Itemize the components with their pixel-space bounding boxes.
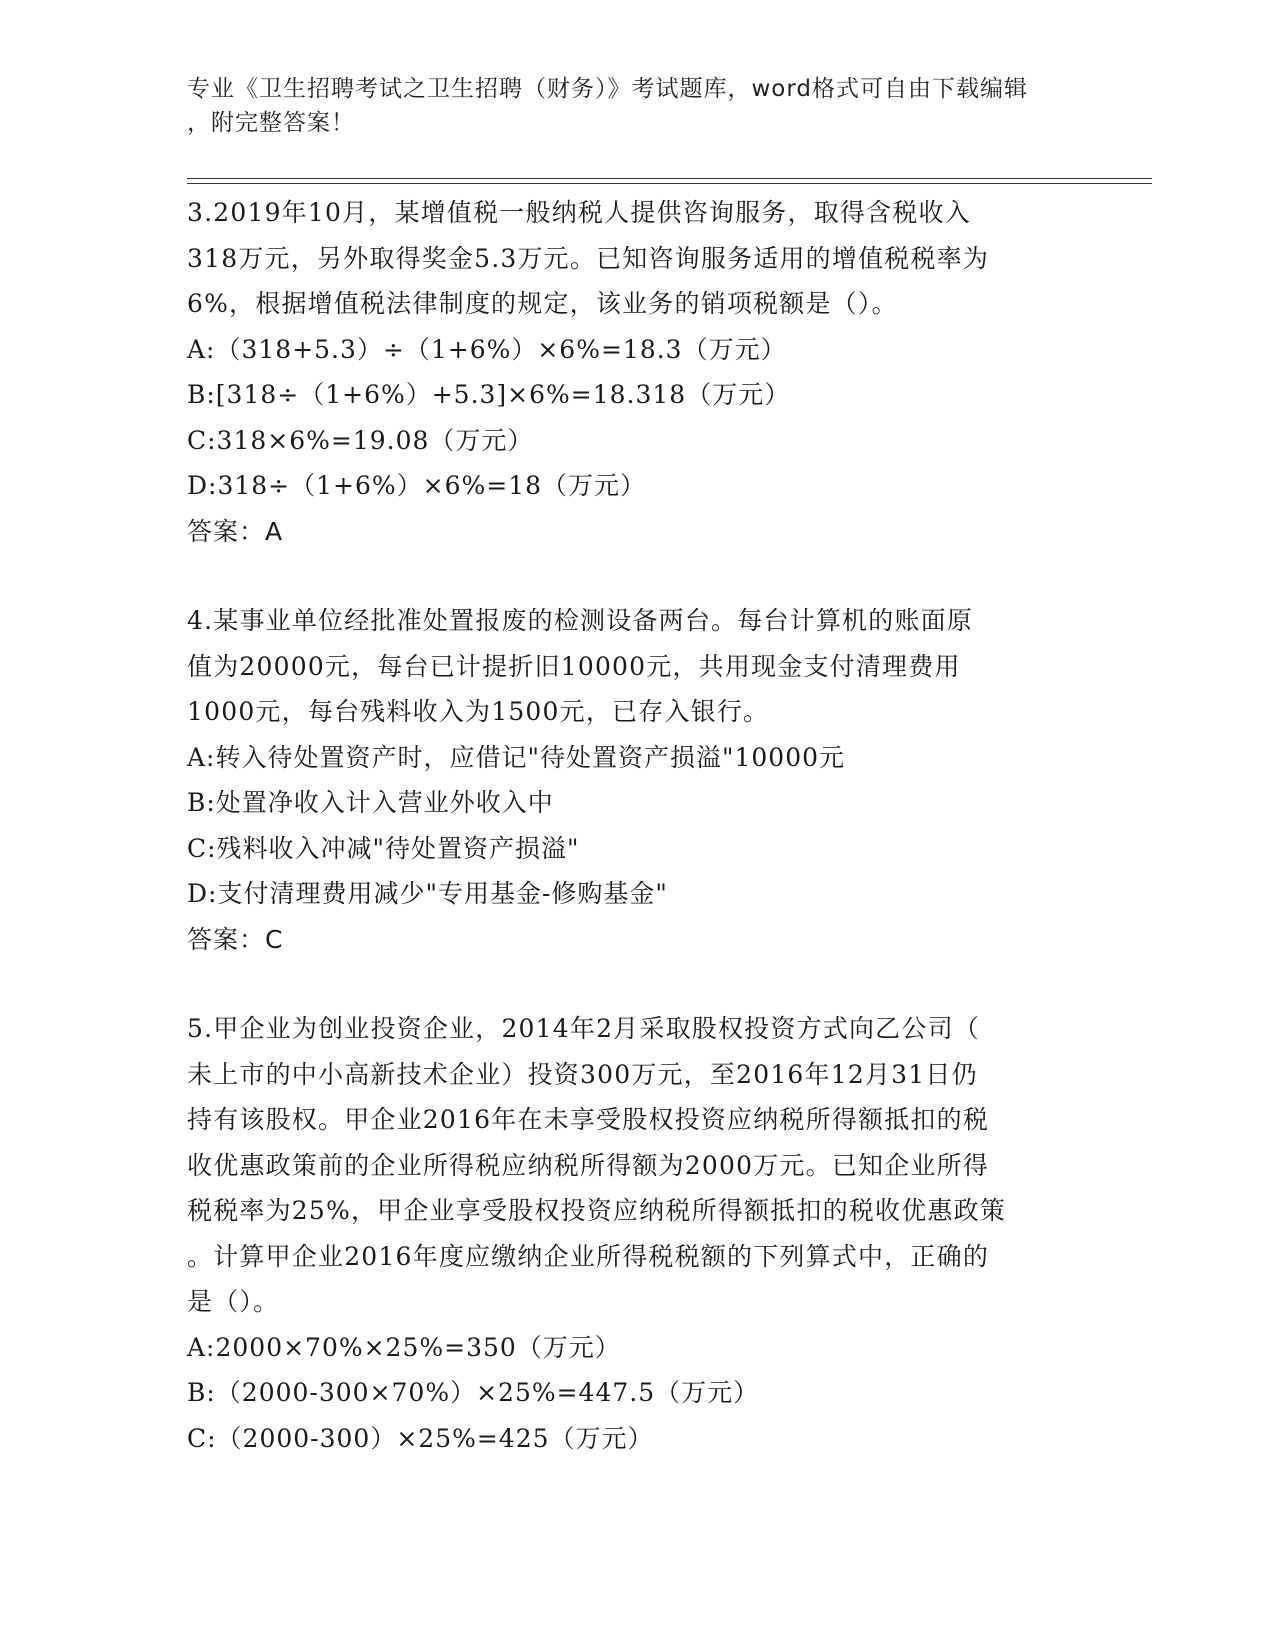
question-text-line: 持有该股权。甲企业2016年在未享受股权投资应纳税所得额抵扣的税 <box>187 1105 990 1134</box>
question-text-line: 318万元，另外取得奖金5.3万元。已知咨询服务适用的增值税税率为 <box>187 243 990 273</box>
question-text-line: 值为20000元，每台已计提折旧10000元，共用现金支付清理费用 <box>187 651 961 681</box>
option-c: C:（2000-300）×25%=425（万元） <box>187 1423 654 1453</box>
question-list <box>187 190 1087 1461</box>
question-text-line: 1000元，每台残料收入为1500元，已存入银行。 <box>187 697 770 726</box>
option-d: D:318÷（1+6%）×6%=18（万元） <box>187 471 647 500</box>
header-line-1: 专业《卫生招聘考试之卫生招聘（财务）》考试题库，word格式可自由下载编辑 <box>187 76 1029 102</box>
question-3 <box>187 190 1087 554</box>
option-a: A:（318+5.3）÷（1+6%）×6%=18.3（万元） <box>187 334 787 364</box>
question-text-line: 税税率为25%，甲企业享受股权投资应纳税所得额抵扣的税收优惠政策 <box>187 1196 1006 1225</box>
page-header <box>187 72 1067 140</box>
question-4 <box>187 598 1087 962</box>
answer-label: 答案：C <box>187 924 284 954</box>
spacer <box>187 962 1087 1006</box>
option-b: B:处置净收入计入营业外收入中 <box>187 788 554 817</box>
header-line-2: ，附完整答案！ <box>187 110 355 136</box>
question-text-line: 6%，根据增值税法律制度的规定，该业务的销项税额是（）。 <box>187 289 898 318</box>
question-text-line: 3.2019年10月，某增值税一般纳税人提供咨询服务，取得含税收入 <box>187 198 971 227</box>
question-text-line: 收优惠政策前的企业所得税应纳税所得额为2000万元。已知企业所得 <box>187 1150 990 1180</box>
question-text-line: 4.某事业单位经批准处置报废的检测设备两台。每台计算机的账面原 <box>187 606 974 635</box>
spacer <box>187 554 1087 598</box>
header-divider <box>187 178 1152 179</box>
option-c: C:318×6%=19.08（万元） <box>187 425 534 455</box>
option-b: B:[318÷（1+6%）+5.3]×6%=18.318（万元） <box>187 380 791 409</box>
question-text-line: 是（）。 <box>187 1287 280 1316</box>
answer-label: 答案：A <box>187 516 284 546</box>
option-a: A:转入待处置资产时，应借记"待处置资产损溢"10000元 <box>187 742 846 772</box>
question-5 <box>187 1006 1087 1461</box>
option-d: D:支付清理费用减少"专用基金-修购基金" <box>187 879 668 908</box>
question-text-line: 5.甲企业为创业投资企业，2014年2月采取股权投资方式向乙公司（ <box>187 1014 980 1043</box>
question-text-line: 。计算甲企业2016年度应缴纳企业所得税税额的下列算式中，正确的 <box>187 1241 990 1271</box>
question-text-line: 未上市的中小高新技术企业）投资300万元，至2016年12月31日仍 <box>187 1059 978 1089</box>
header-divider <box>187 183 1152 184</box>
option-a: A:2000×70%×25%=350（万元） <box>187 1332 621 1362</box>
option-b: B:（2000-300×70%）×25%=447.5（万元） <box>187 1378 760 1407</box>
option-c: C:残料收入冲减"待处置资产损溢" <box>187 833 580 863</box>
